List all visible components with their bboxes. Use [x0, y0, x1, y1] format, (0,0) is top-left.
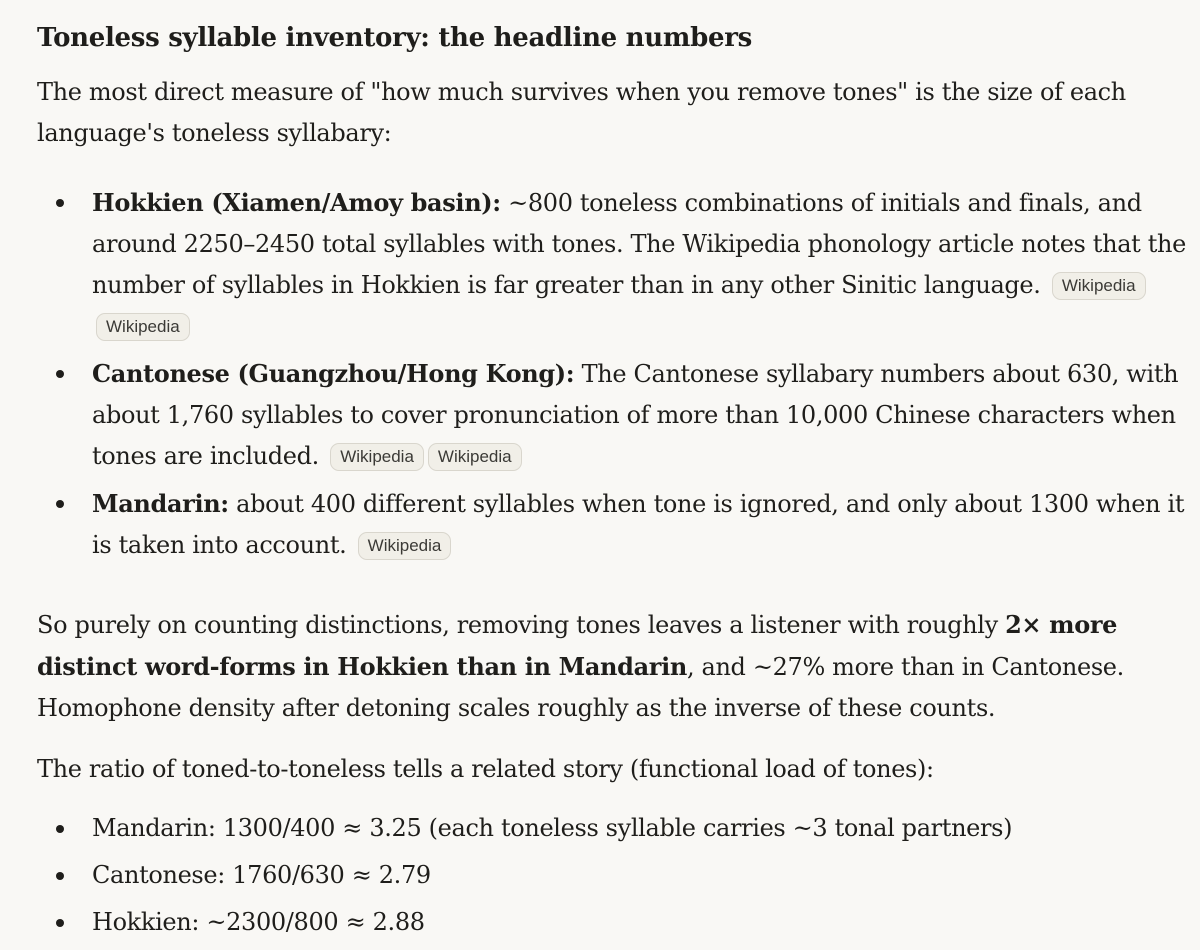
summary-emphasis: 2× more distinct word-forms in Hokkien than in Mandarin	[37, 610, 1118, 681]
section-heading: Toneless syllable inventory: the headline numbers	[37, 23, 752, 53]
list-item-cantonese	[37, 353, 1187, 477]
item-label: Mandarin:	[92, 489, 229, 518]
item-label: Cantonese (Guangzhou/Hong Kong):	[92, 359, 575, 388]
ratio-intro-paragraph: The ratio of toned-to-toneless tells a related story (functional load of tones):	[37, 755, 934, 783]
citation-chip[interactable]: Wikipedia	[330, 443, 424, 471]
summary-text: So purely on counting distinctions, removing tones leaves a listener with roughly	[37, 611, 1006, 639]
ratio-item-mandarin: Mandarin: 1300/400 ≈ 3.25 (each toneless syllable carries ~3 tonal partners)	[37, 808, 1187, 849]
ratio-list	[37, 808, 1187, 943]
document-body	[37, 16, 1187, 943]
citation-chip[interactable]: Wikipedia	[358, 532, 452, 560]
list-item-hokkien	[37, 182, 1187, 347]
list-item-mandarin	[37, 483, 1187, 566]
citation-chip[interactable]: Wikipedia	[428, 443, 522, 471]
item-text: ~800 toneless combinations of initials and finals, and around 2250–2450 total syllables with tones. The Wikipedia phonology article notes that the number of syllables in Hokkien is far greater than in any other Sinitic language.	[92, 189, 1186, 299]
citation-chip[interactable]: Wikipedia	[96, 313, 190, 341]
ratio-item-cantonese: Cantonese: 1760/630 ≈ 2.79	[37, 855, 1187, 896]
item-text: about 400 different syllables when tone is ignored, and only about 1300 when it is taken into account.	[92, 490, 1185, 559]
summary-paragraph	[37, 604, 1187, 729]
citation-chip[interactable]: Wikipedia	[1052, 272, 1146, 300]
intro-paragraph: The most direct measure of "how much survives when you remove tones" is the size of each language's toneless syllabary:	[37, 78, 1126, 147]
item-text: The Cantonese syllabary numbers about 630, with about 1,760 syllables to cover pronunciation of more than 10,000 Chinese characters when tones are included.	[92, 360, 1179, 470]
summary-text: , and ~27% more than in Cantonese. Homophone density after detoning scales roughly as the inverse of these counts.	[37, 653, 1124, 722]
ratio-item-hokkien: Hokkien: ~2300/800 ≈ 2.88	[37, 902, 1187, 943]
inventory-list	[37, 182, 1187, 566]
item-label: Hokkien (Xiamen/Amoy basin):	[92, 188, 501, 217]
